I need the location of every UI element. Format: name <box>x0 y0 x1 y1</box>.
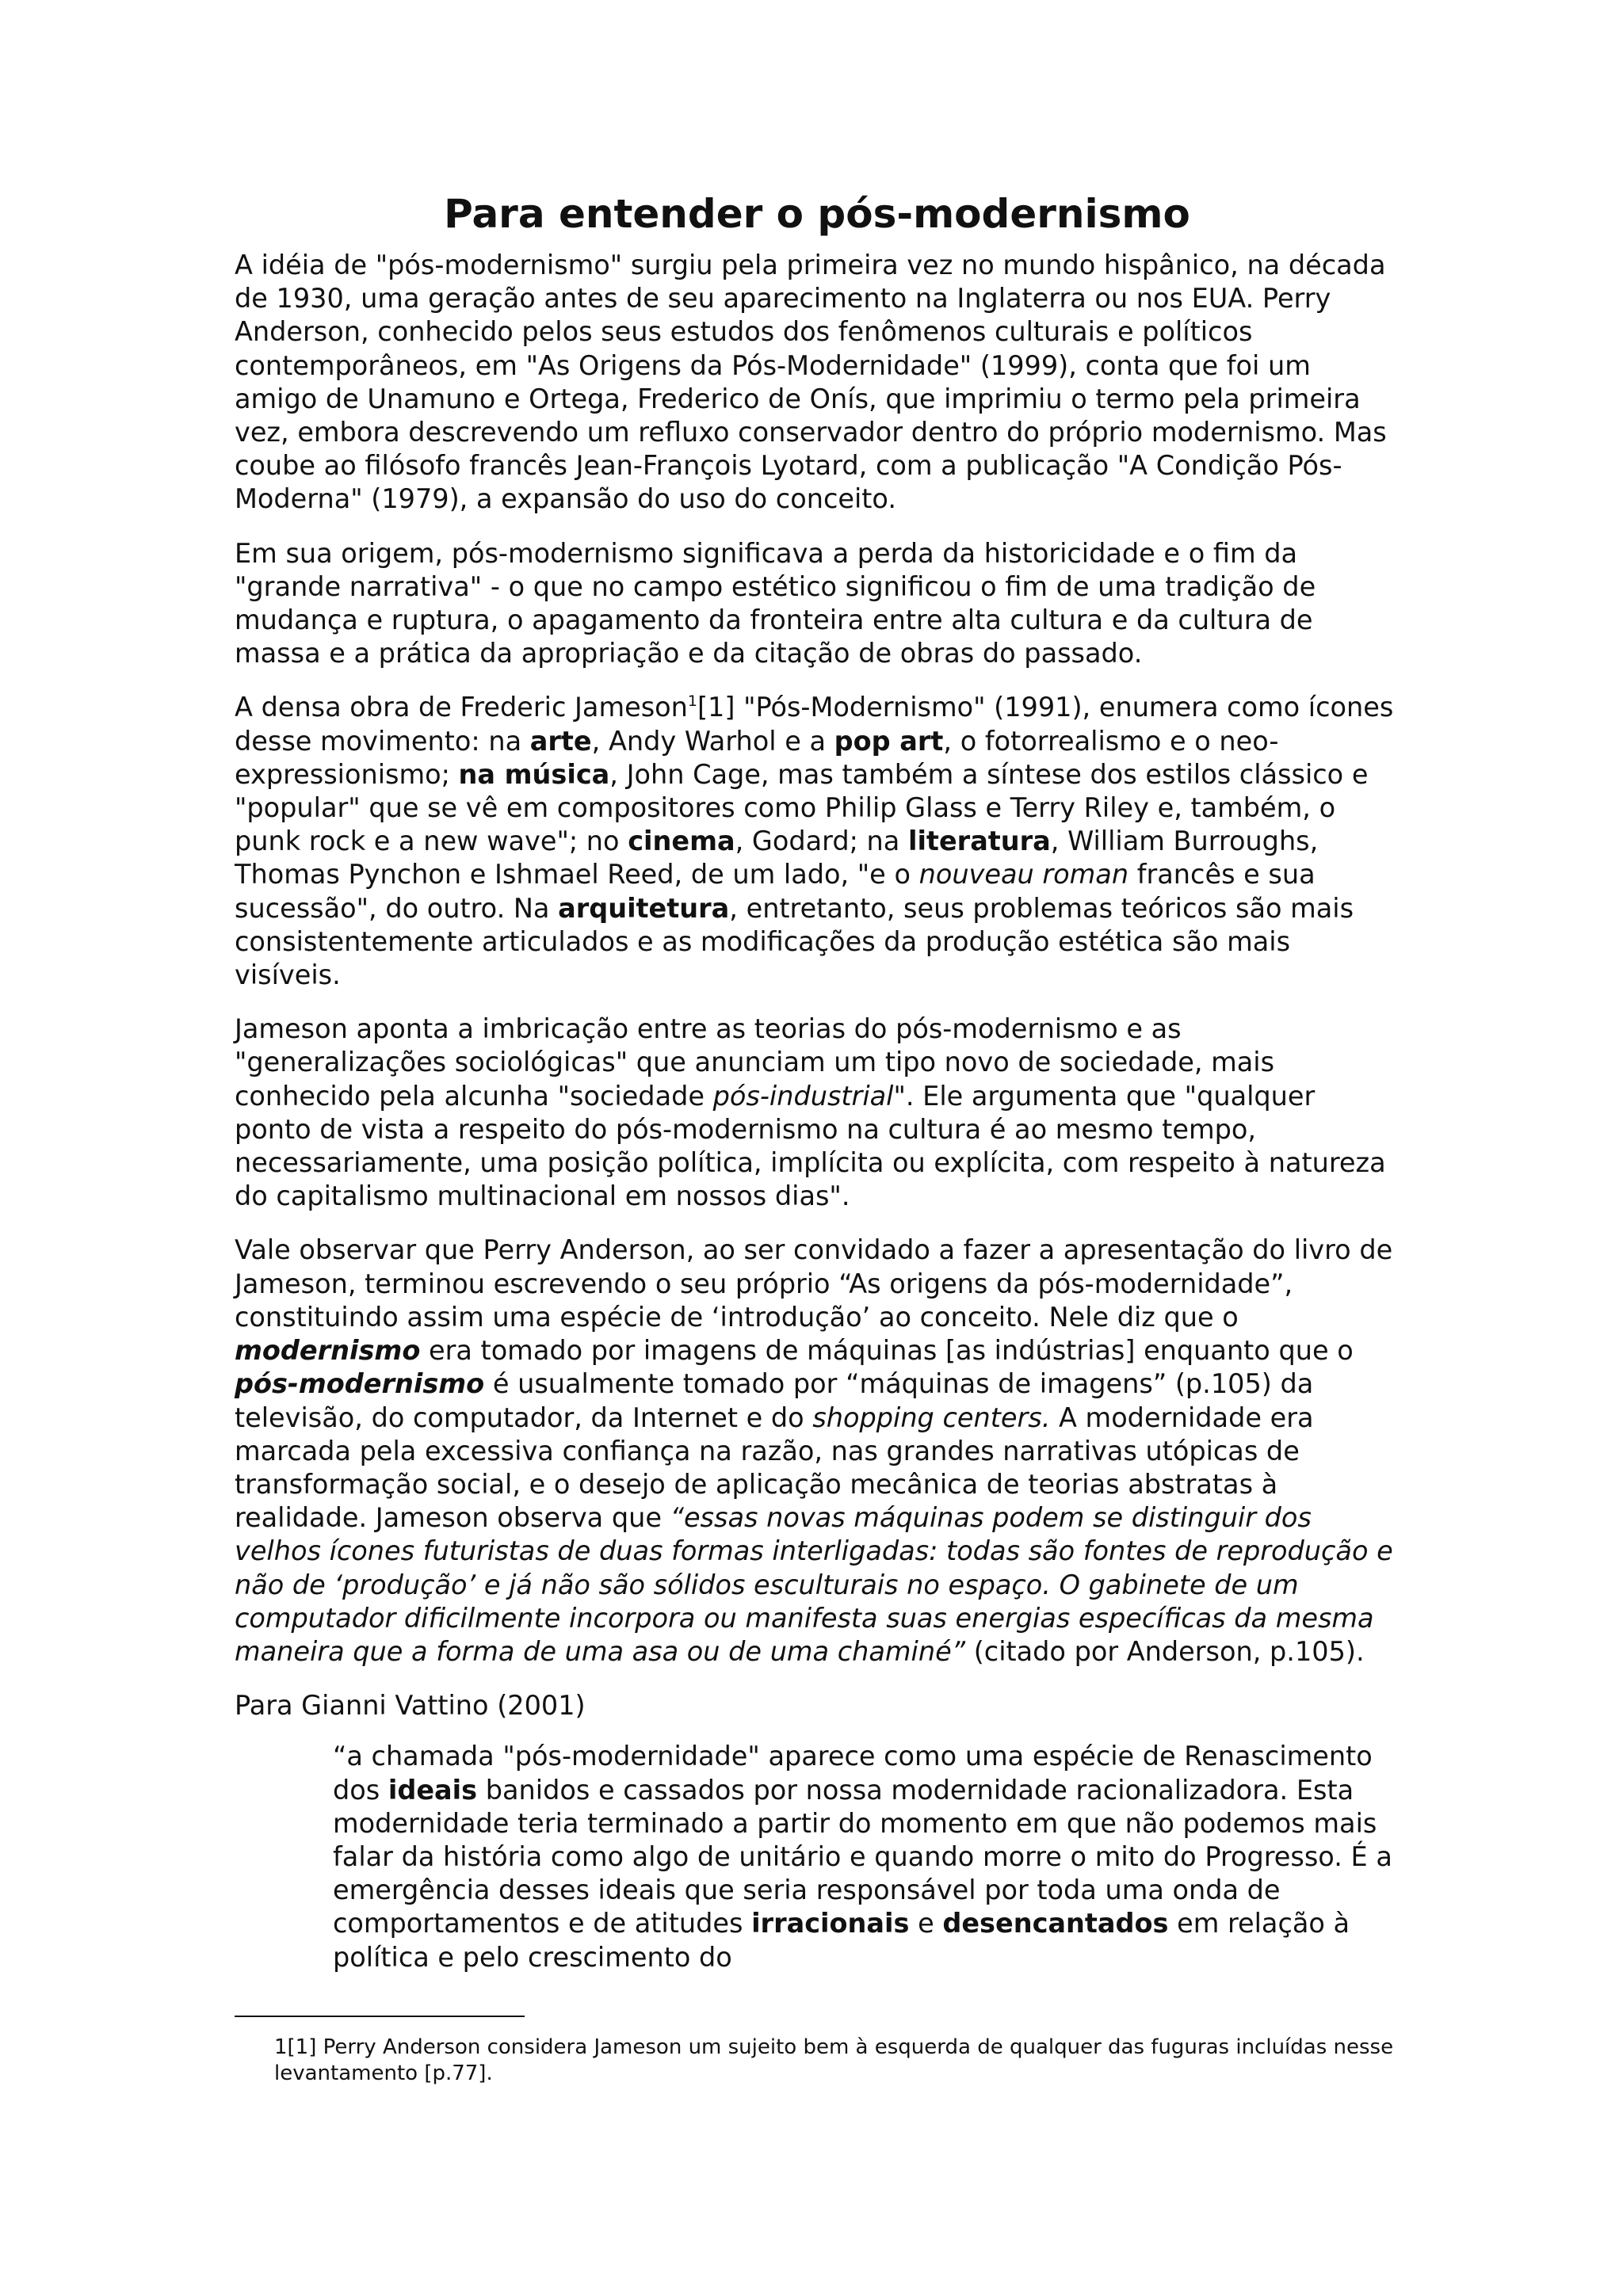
text-run: , entretanto, seus problemas teóricos são mais consistentemente articulados e as modificações da produção estética são mais visíveis. <box>235 892 1354 991</box>
bold-term-arte: arte <box>529 725 592 757</box>
text-run: (citado por Anderson, p.105). <box>965 1635 1365 1667</box>
italic-term-shopping-centers: shopping centers. <box>812 1402 1051 1433</box>
text-run: banidos e cassados por nossa modernidade racionalizadora. Esta modernidade teria terminado a partir do momento em que não podemos mais falar da história como algo de unitário e quando morre o mito do Progresso. É a emergência desses ideais que seria responsável por toda uma onda de comportamentos e de atitudes <box>333 1774 1392 1939</box>
text-run: é usualmente tomado por “máquinas de imagens” (p.105) da televisão, do computador, da Internet e do <box>235 1368 1314 1433</box>
text-run: francês e sua sucessão", do outro. Na <box>235 859 1316 924</box>
text-run: ". Ele argumenta que "qualquer ponto de vista a respeito do pós-modernismo na cultura é ao mesmo tempo, necessariamente, uma posição política, implícita ou explícita, com respeito à natureza do capitalismo multinacional em nossos dias". <box>235 1080 1386 1212</box>
document-page <box>235 190 1400 1974</box>
bold-term-pop-art: pop art <box>834 725 944 757</box>
text-run: , Godard; na <box>735 826 908 857</box>
bold-italic-term-pos-modernismo: pós-modernismo <box>235 1368 485 1400</box>
text-run: era tomado por imagens de máquinas [as indústrias] enquanto que o <box>420 1335 1354 1367</box>
text-run: Jameson aponta a imbricação entre as teorias do pós-modernismo e as "generalizações sociológicas" que anunciam um tipo novo de sociedade, mais conhecido pela alcunha "sociedade <box>235 1013 1275 1112</box>
paragraph-4 <box>235 1013 1400 1213</box>
text-run: [1] "Pós-Modernismo" (1991), enumera como ícones desse movimento: na <box>235 692 1394 757</box>
bold-term-ideais: ideais <box>388 1774 478 1806</box>
text-run: , o fotorrealismo e o neo-expressionismo; <box>235 725 1279 790</box>
text-run: , John Cage, mas também a síntese dos estilos clássico e "popular" que se vê em compositores como Philip Glass e Terry Riley e, também, o punk rock e a new wave"; no <box>235 758 1369 857</box>
bold-term-irracionais: irracionais <box>751 1908 910 1939</box>
paragraph-2: Em sua origem, pós-modernismo significava a perda da historicidade e o fim da "grande narrativa" - o que no campo estético significou o fim de uma tradição de mudança e ruptura, o apagamento da fronteira entre alta cultura e da cultura de massa e a prática da apropriação e da citação de obras do passado. <box>235 537 1316 669</box>
text-run: A densa obra de Frederic Jameson <box>235 692 688 723</box>
italic-term-nouveau-roman: nouveau roman <box>918 859 1129 891</box>
text-run: , Andy Warhol e a <box>591 725 834 757</box>
text-run: em relação à política e pelo crescimento do <box>333 1908 1350 1973</box>
text-run: “a chamada "pós-modernidade" aparece como uma espécie de Renascimento dos <box>333 1741 1373 1806</box>
bold-term-desencantados: desencantados <box>942 1908 1169 1939</box>
page-title: Para entender o pós-modernismo <box>444 191 1190 237</box>
italic-term-pos-industrial: pós-industrial <box>712 1080 894 1112</box>
paragraph-3 <box>235 691 1400 992</box>
footnote-reference[interactable]: 1 <box>687 692 697 711</box>
bold-term-arquitetura: arquitetura <box>558 892 730 924</box>
bold-term-musica: na música <box>458 758 610 790</box>
paragraph-1: A idéia de "pós-modernismo" surgiu pela primeira vez no mundo hispânico, na década de 1930, uma geração antes de seu aparecimento na Inglaterra ou nos EUA. Perry Anderson, conhecido pelos seus estudos dos fenômenos culturais e políticos contemporâneos, em "As Origens da Pós-Modernidade" (1999), conta que foi um amigo de Unamuno e Ortega, Frederico de Onís, que imprimiu o termo pela primeira vez, embora descrevendo um refluxo conservador dentro do próprio modernismo. Mas coube ao filósofo francês Jean-François Lyotard, com a publicação "A Condição Pós-Moderna" (1979), a expansão do uso do conceito. <box>235 250 1387 515</box>
paragraph-6: Para Gianni Vattino (2001) <box>235 1690 586 1722</box>
italic-quotation: “essas novas máquinas podem se distinguir dos velhos ícones futuristas de duas formas interligadas: todas são fontes de reprodução e não de ‘produção’ e já não são sólidos esculturais no espaço. O gabinete de um computador dificilmente incorpora ou manifesta suas energias específicas da mesma maneira que a forma de uma asa ou de uma chaminé” <box>235 1502 1393 1667</box>
bold-term-literatura: literatura <box>907 826 1051 857</box>
text-run: Vale observar que Perry Anderson, ao ser convidado a fazer a apresentação do livro de Jameson, terminou escrevendo o seu próprio “As origens da pós-modernidade”, constituindo assim uma espécie de ‘introdução’ ao conceito. Nele diz que o <box>235 1234 1393 1333</box>
bold-term-cinema: cinema <box>628 826 735 857</box>
footnote-separator <box>235 2016 525 2017</box>
bold-italic-term-modernismo: modernismo <box>235 1335 421 1367</box>
text-run: , William Burroughs, Thomas Pynchon e Ishmael Reed, de um lado, "e o <box>235 826 1319 891</box>
footnote: 1[1] Perry Anderson considera Jameson um sujeito bem à esquerda de qualquer das fuguras incluídas nesse levantamento [p.77]. <box>274 2035 1394 2085</box>
text-run: e <box>909 1908 943 1939</box>
paragraph-5 <box>235 1234 1400 1669</box>
block-quote <box>333 1740 1400 1974</box>
text-run: A modernidade era marcada pela excessiva confiança na razão, nas grandes narrativas utópicas de transformação social, e o desejo de aplicação mecânica de teorias abstratas à realidade. Jameson observa que <box>235 1402 1314 1534</box>
